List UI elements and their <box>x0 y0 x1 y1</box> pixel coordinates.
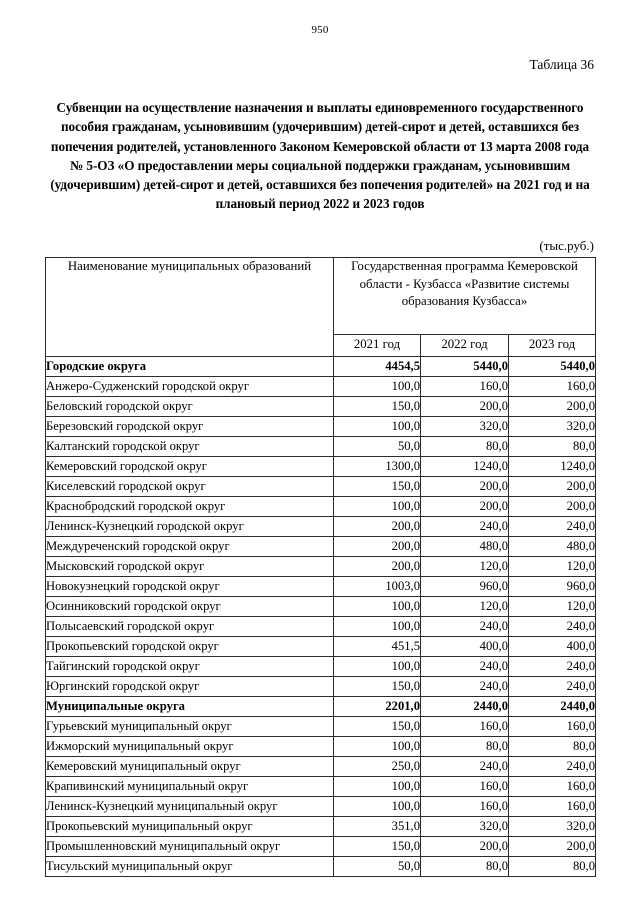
row-value-2021: 1003,0 <box>334 577 421 597</box>
row-value-2023: 120,0 <box>509 557 596 577</box>
row-value-2021: 451,5 <box>334 637 421 657</box>
row-value-2023: 200,0 <box>509 497 596 517</box>
row-municipality-name: Киселевский городской округ <box>46 477 334 497</box>
row-value-2023: 200,0 <box>509 397 596 417</box>
row-municipality-name: Ленинск-Кузнецкий городской округ <box>46 517 334 537</box>
row-municipality-name: Полысаевский городской округ <box>46 617 334 637</box>
row-value-2021: 200,0 <box>334 517 421 537</box>
row-value-2022: 80,0 <box>421 737 509 757</box>
row-value-2023: 1240,0 <box>509 457 596 477</box>
row-value-2023: 160,0 <box>509 797 596 817</box>
table-row <box>46 397 596 417</box>
row-value-2023: 240,0 <box>509 757 596 777</box>
row-value-2023: 240,0 <box>509 657 596 677</box>
subvention-table <box>45 257 596 877</box>
row-value-2021: 100,0 <box>334 597 421 617</box>
row-municipality-name: Крапивинский муниципальный округ <box>46 777 334 797</box>
row-value-2022: 1240,0 <box>421 457 509 477</box>
table-row <box>46 797 596 817</box>
row-value-2023: 160,0 <box>509 377 596 397</box>
row-group-label: Муниципальные округа <box>46 697 334 717</box>
table-row <box>46 717 596 737</box>
table-row <box>46 577 596 597</box>
row-municipality-name: Калтанский городской округ <box>46 437 334 457</box>
table-container <box>45 257 595 877</box>
table-row <box>46 417 596 437</box>
row-value-2023: 80,0 <box>509 857 596 877</box>
row-value-2021: 250,0 <box>334 757 421 777</box>
row-municipality-name: Краснобродский городской округ <box>46 497 334 517</box>
row-value-2021: 100,0 <box>334 737 421 757</box>
row-value-2021: 100,0 <box>334 377 421 397</box>
row-municipality-name: Кемеровский городской округ <box>46 457 334 477</box>
table-row <box>46 777 596 797</box>
row-value-2023: 5440,0 <box>509 357 596 377</box>
table-row <box>46 497 596 517</box>
row-value-2022: 80,0 <box>421 437 509 457</box>
table-row <box>46 357 596 377</box>
column-header-program: Государственная программа Кемеровской области - Кузбасса «Развитие системы образования Кузбасса» <box>334 258 596 335</box>
table-head <box>46 258 596 357</box>
row-value-2021: 50,0 <box>334 437 421 457</box>
table-row <box>46 677 596 697</box>
row-value-2023: 120,0 <box>509 597 596 617</box>
row-municipality-name: Анжеро-Судженский городской округ <box>46 377 334 397</box>
row-value-2022: 200,0 <box>421 837 509 857</box>
row-value-2022: 2440,0 <box>421 697 509 717</box>
row-value-2022: 320,0 <box>421 817 509 837</box>
row-value-2023: 240,0 <box>509 517 596 537</box>
row-value-2021: 200,0 <box>334 537 421 557</box>
row-value-2021: 100,0 <box>334 657 421 677</box>
row-value-2023: 2440,0 <box>509 697 596 717</box>
row-value-2023: 200,0 <box>509 477 596 497</box>
row-value-2022: 120,0 <box>421 557 509 577</box>
row-value-2022: 480,0 <box>421 537 509 557</box>
row-municipality-name: Мысковский городской округ <box>46 557 334 577</box>
row-value-2023: 160,0 <box>509 777 596 797</box>
table-row <box>46 477 596 497</box>
row-value-2022: 320,0 <box>421 417 509 437</box>
row-value-2022: 160,0 <box>421 777 509 797</box>
row-value-2021: 100,0 <box>334 497 421 517</box>
table-row <box>46 537 596 557</box>
table-row <box>46 817 596 837</box>
row-value-2022: 400,0 <box>421 637 509 657</box>
row-value-2021: 150,0 <box>334 477 421 497</box>
row-value-2021: 150,0 <box>334 717 421 737</box>
row-value-2023: 80,0 <box>509 437 596 457</box>
page-number: 950 <box>311 24 329 36</box>
row-value-2021: 150,0 <box>334 837 421 857</box>
row-value-2021: 100,0 <box>334 777 421 797</box>
row-value-2023: 240,0 <box>509 617 596 637</box>
row-value-2022: 160,0 <box>421 717 509 737</box>
row-municipality-name: Прокопьевский городской округ <box>46 637 334 657</box>
column-header-municipality: Наименование муниципальных образований <box>46 258 334 357</box>
table-row <box>46 617 596 637</box>
table-row <box>46 857 596 877</box>
table-row <box>46 377 596 397</box>
row-municipality-name: Ижморский муниципальный округ <box>46 737 334 757</box>
page-title: Субвенции на осуществление назначения и выплаты единовременного государственного пособия гражданам, усыновившим (удочерившим) детей-сирот и детей, оставшихся без попечения родителей, установленного Законом Кемеровской области от 13 марта 2008 года № 5-ОЗ «О предоставлении меры социальной поддержки гражданам, усыновившим (удочерившим) детей-сирот и детей, оставшихся без попечения родителей» на 2021 год и на плановый период 2022 и 2023 годов <box>50 100 590 212</box>
row-value-2022: 240,0 <box>421 657 509 677</box>
row-municipality-name: Прокопьевский муниципальный округ <box>46 817 334 837</box>
row-value-2021: 150,0 <box>334 397 421 417</box>
row-value-2023: 400,0 <box>509 637 596 657</box>
table-body <box>46 357 596 877</box>
row-value-2023: 80,0 <box>509 737 596 757</box>
row-value-2022: 240,0 <box>421 757 509 777</box>
row-value-2021: 100,0 <box>334 797 421 817</box>
row-municipality-name: Кемеровский муниципальный округ <box>46 757 334 777</box>
table-row <box>46 737 596 757</box>
row-value-2023: 320,0 <box>509 817 596 837</box>
row-value-2021: 50,0 <box>334 857 421 877</box>
row-value-2022: 240,0 <box>421 677 509 697</box>
row-value-2022: 160,0 <box>421 797 509 817</box>
table-row <box>46 437 596 457</box>
row-value-2021: 351,0 <box>334 817 421 837</box>
table-row <box>46 557 596 577</box>
table-row <box>46 657 596 677</box>
row-municipality-name: Ленинск-Кузнецкий муниципальный округ <box>46 797 334 817</box>
row-value-2022: 160,0 <box>421 377 509 397</box>
row-value-2022: 80,0 <box>421 857 509 877</box>
column-header-year-2023: 2023 год <box>509 335 596 357</box>
row-value-2021: 1300,0 <box>334 457 421 477</box>
row-municipality-name: Тисульский муниципальный округ <box>46 857 334 877</box>
row-value-2022: 5440,0 <box>421 357 509 377</box>
row-value-2022: 240,0 <box>421 517 509 537</box>
row-value-2022: 240,0 <box>421 617 509 637</box>
row-value-2021: 100,0 <box>334 617 421 637</box>
table-row <box>46 597 596 617</box>
row-municipality-name: Гурьевский муниципальный округ <box>46 717 334 737</box>
row-value-2021: 200,0 <box>334 557 421 577</box>
row-municipality-name: Тайгинский городской округ <box>46 657 334 677</box>
row-value-2023: 240,0 <box>509 677 596 697</box>
units-note: (тыс.руб.) <box>539 238 594 253</box>
row-value-2023: 480,0 <box>509 537 596 557</box>
row-value-2021: 4454,5 <box>334 357 421 377</box>
row-value-2022: 960,0 <box>421 577 509 597</box>
row-municipality-name: Новокузнецкий городской округ <box>46 577 334 597</box>
row-value-2022: 200,0 <box>421 397 509 417</box>
table-row <box>46 457 596 477</box>
table-row <box>46 637 596 657</box>
row-value-2021: 100,0 <box>334 417 421 437</box>
row-municipality-name: Промышленновский муниципальный округ <box>46 837 334 857</box>
row-municipality-name: Осинниковский городской округ <box>46 597 334 617</box>
row-municipality-name: Беловский городской округ <box>46 397 334 417</box>
row-value-2021: 2201,0 <box>334 697 421 717</box>
row-value-2023: 200,0 <box>509 837 596 857</box>
table-number-label: Таблица 36 <box>529 57 594 72</box>
row-municipality-name: Междуреченский городской округ <box>46 537 334 557</box>
row-value-2022: 200,0 <box>421 497 509 517</box>
table-row <box>46 697 596 717</box>
table-row <box>46 837 596 857</box>
table-header-row-primary <box>46 258 596 335</box>
row-municipality-name: Юргинский городской округ <box>46 677 334 697</box>
row-value-2022: 120,0 <box>421 597 509 617</box>
row-group-label: Городские округа <box>46 357 334 377</box>
row-value-2022: 200,0 <box>421 477 509 497</box>
row-value-2021: 150,0 <box>334 677 421 697</box>
row-value-2023: 320,0 <box>509 417 596 437</box>
table-row <box>46 517 596 537</box>
table-row <box>46 757 596 777</box>
row-value-2023: 160,0 <box>509 717 596 737</box>
column-header-year-2021: 2021 год <box>334 335 421 357</box>
column-header-year-2022: 2022 год <box>421 335 509 357</box>
row-municipality-name: Березовский городской округ <box>46 417 334 437</box>
row-value-2023: 960,0 <box>509 577 596 597</box>
